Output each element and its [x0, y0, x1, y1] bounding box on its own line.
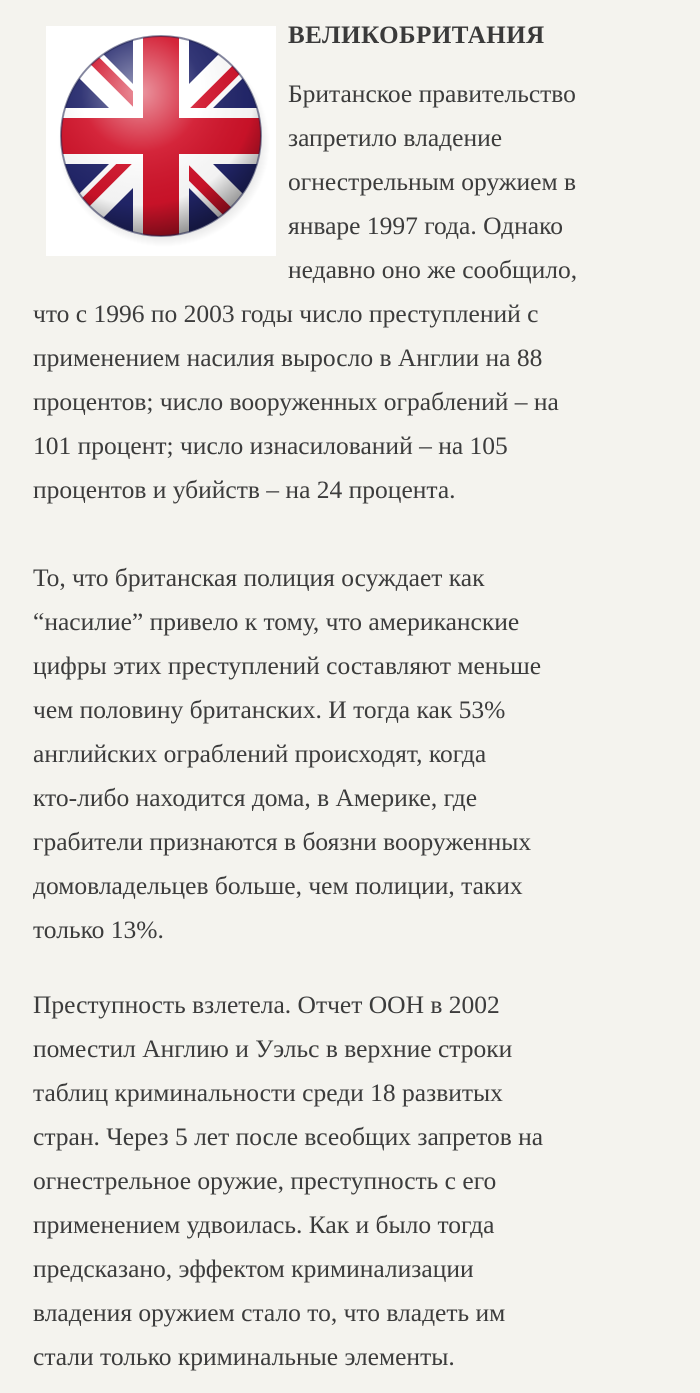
text-line: домовладельцев больше, чем полиции, таких	[33, 871, 523, 900]
text-line: процентов; число вооруженных ограблений – на	[33, 387, 559, 416]
text-line: применением удвоилась. Как и было тогда	[33, 1210, 495, 1239]
section-title: ВЕЛИКОБРИТАНИЯ	[288, 22, 545, 49]
text-line: предсказано, эффектом криминализации	[33, 1254, 474, 1283]
text-line: стали только криминальные элементы.	[33, 1342, 455, 1371]
text-line: процентов и убийств – на 24 процента.	[33, 475, 456, 504]
text-line: что с 1996 по 2003 годы число преступлений с	[33, 299, 539, 328]
paragraph-2	[33, 556, 686, 952]
text-line: поместил Англию и Уэльс в верхние строки	[33, 1034, 513, 1063]
text-line: огнестрельным оружием в	[288, 167, 577, 196]
text-line: применением насилия выросло в Англии на 88	[33, 343, 543, 372]
text-line: январе 1997 года. Однако	[288, 211, 563, 240]
text-line: владения оружием стало то, что владеть им	[33, 1298, 506, 1327]
text-line: 101 процент; число изнасилований – на 105	[33, 431, 508, 460]
text-line: огнестрельное оружие, преступность с его	[33, 1166, 497, 1195]
text-line: стран. Через 5 лет после всеобщих запретов на	[33, 1122, 544, 1151]
text-line: запретило владение	[288, 123, 503, 152]
paragraph-3	[33, 983, 686, 1379]
text-line: “насилие” привело к тому, что американские	[33, 607, 520, 636]
text-line: грабители признаются в боязни вооруженных	[33, 827, 532, 856]
text-line: Преступность взлетела. Отчет ООН в 2002	[33, 990, 500, 1019]
text-line: английских ограблений происходят, когда	[33, 739, 487, 768]
text-line: только 13%.	[33, 915, 164, 944]
text-line: цифры этих преступлений составляют меньше	[33, 651, 542, 680]
paragraph-1	[33, 72, 686, 512]
text-line: недавно оно же сообщило,	[288, 255, 578, 284]
text-line: таблиц криминальности среди 18 развитых	[33, 1078, 503, 1107]
text-line: чем половину британских. И тогда как 53%	[33, 695, 506, 724]
text-line: кто-либо находится дома, в Америке, где	[33, 783, 478, 812]
text-line: Британское правительство	[288, 79, 576, 108]
text-line: То, что британская полиция осуждает как	[33, 563, 485, 592]
